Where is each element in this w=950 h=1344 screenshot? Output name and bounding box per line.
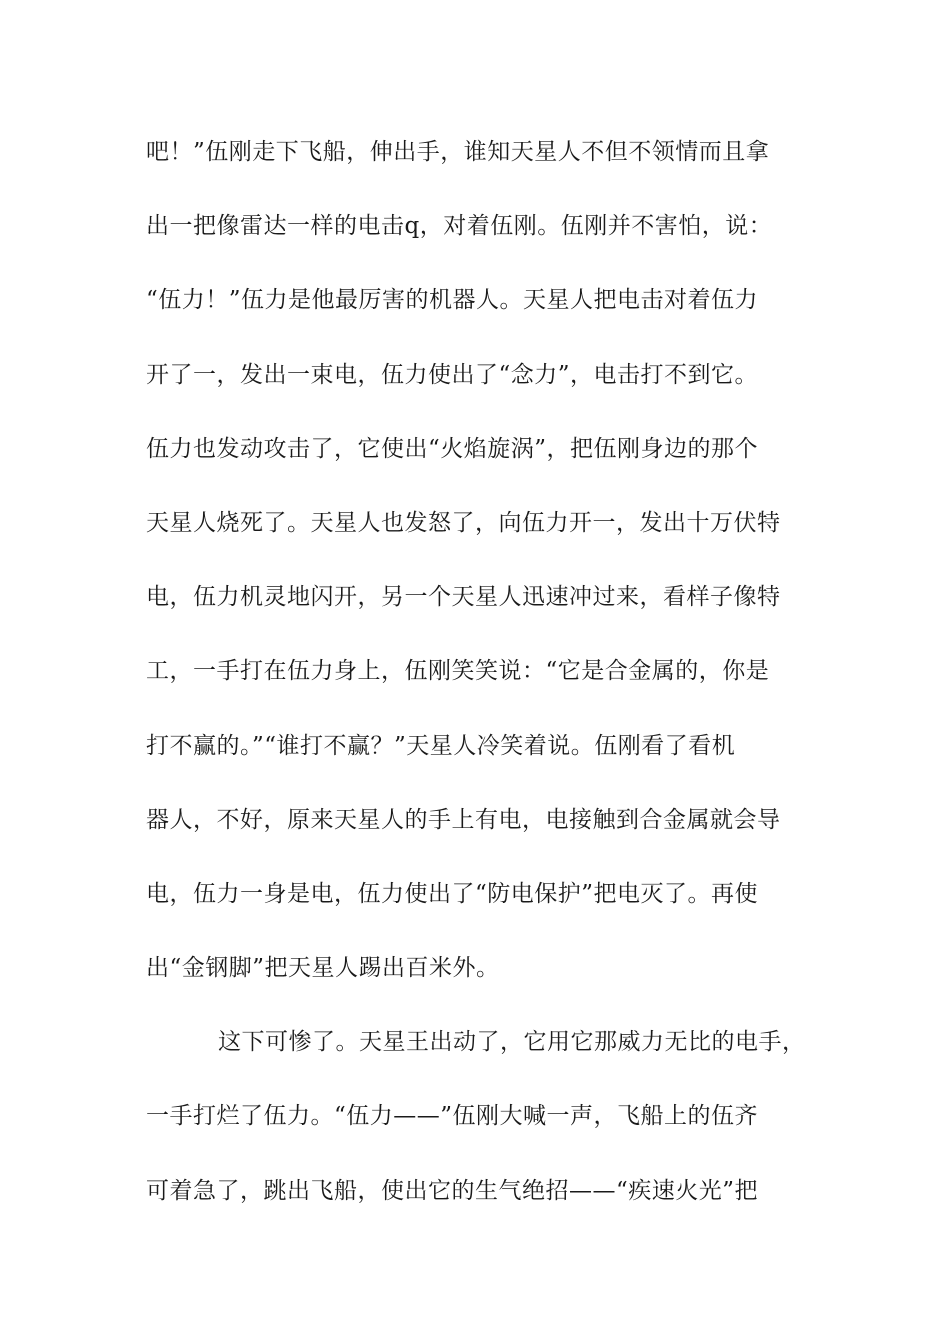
text-line: 电，伍力机灵地闪开，另一个天星人迅速冲过来，看样子像特 <box>146 584 781 611</box>
text-line: 吧！”伍刚走下飞船，伸出手，谁知天星人不但不领情而且拿 <box>146 139 770 165</box>
text-line: 可着急了，跳出飞船，使出它的生气绝招——“疾速火光”把 <box>146 1177 759 1204</box>
text-line: 出“金钢脚”把天星人踢出百米外。 <box>146 955 500 982</box>
text-line: “伍力！”伍力是他最厉害的机器人。天星人把电击对着伍力 <box>146 287 759 314</box>
text-line: 器人，不好，原来天星人的手上有电，电接触到合金属就会导 <box>146 806 781 833</box>
text-line: 电，伍力一身是电，伍力使出了“防电保护”把电灭了。再使 <box>146 880 759 907</box>
text-line: 出一把像雷达一样的电击q，对着伍刚。伍刚并不害怕，说： <box>146 213 773 240</box>
text-line: 伍力也发动攻击了，它使出“火焰旋涡”，把伍刚身边的那个 <box>146 435 759 462</box>
text-line: 天星人烧死了。天星人也发怒了，向伍力开一，发出十万伏特 <box>146 509 781 536</box>
text-line: 打不赢的。”“谁打不赢？”天星人冷笑着说。伍刚看了看机 <box>146 732 736 759</box>
body-text <box>146 132 826 1245</box>
text-line: 工，一手打在伍力身上，伍刚笑笑说：“它是合金属的，你是 <box>146 658 770 685</box>
paragraph-start-line: 这下可惨了。天星王出动了，它用它那威力无比的电手， <box>218 1029 806 1056</box>
text-line: 开了一，发出一束电，伍力使出了“念力”，电击打不到它。 <box>146 361 759 388</box>
text-line: 一手打烂了伍力。“伍力——”伍刚大喊一声，飞船上的伍齐 <box>146 1103 759 1130</box>
